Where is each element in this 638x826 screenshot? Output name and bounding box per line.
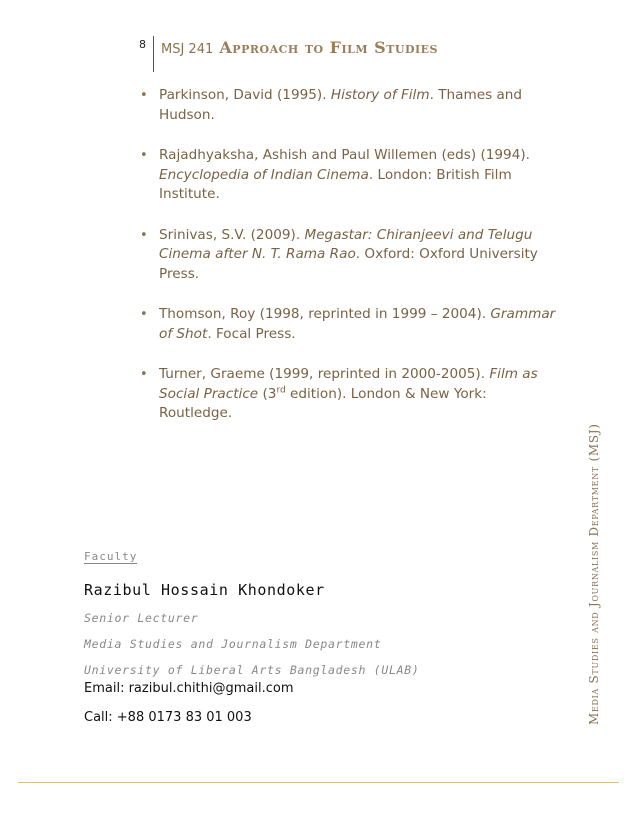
faculty-university: University of Liberal Arts Bangladesh (ULAB) — [84, 663, 420, 677]
reference-author: Rajadhyaksha, Ashish and Paul Willemen (eds) (1994). — [159, 147, 530, 163]
reference-author: Srinivas, S.V. (2009). — [159, 226, 305, 243]
reference-item — [140, 365, 560, 424]
reference-publisher: . London: British Film Institute. — [159, 166, 512, 202]
footer-divider — [18, 782, 619, 783]
header-divider — [153, 36, 154, 72]
page-header — [161, 38, 438, 57]
bullet-icon: • — [140, 227, 148, 243]
reference-item — [140, 146, 560, 205]
bullet-icon: • — [140, 148, 148, 163]
reference-title: Megastar: Chiranjeevi and Telugu Cinema after N. T. Rama Rao — [159, 226, 533, 262]
reference-edition-suffix: rd — [276, 384, 286, 395]
reference-publisher: . Thames and Hudson. — [159, 87, 523, 123]
reference-list — [140, 86, 560, 445]
bullet-icon: • — [140, 88, 148, 103]
faculty-name: Razibul Hossain Khondoker — [84, 581, 325, 599]
reference-title: History of Film — [330, 87, 430, 103]
bullet-icon: • — [140, 367, 148, 382]
contact-phone: Call: +88 0173 83 01 003 — [84, 710, 252, 725]
reference-item — [140, 305, 560, 344]
reference-author: Thomson, Roy (1998, reprinted in 1999 – 2004). — [159, 306, 491, 322]
reference-author: Parkinson, David (1995). — [159, 87, 331, 103]
reference-title: Film as Social Practice — [159, 366, 538, 402]
reference-title: Grammar of Shot — [159, 306, 556, 342]
reference-edition: (3 — [258, 385, 277, 402]
side-department-text: Media Studies and Journalism Department (MSJ) — [587, 423, 601, 725]
page-number: 8 — [139, 38, 146, 51]
reference-title: Encyclopedia of Indian Cinema — [159, 166, 369, 183]
faculty-department: Media Studies and Journalism Department — [84, 637, 382, 651]
bullet-icon: • — [140, 307, 148, 322]
faculty-role: Senior Lecturer — [84, 611, 199, 625]
reference-publisher: . Focal Press. — [207, 325, 296, 342]
reference-item — [140, 86, 560, 125]
course-title: Approach to Film Studies — [219, 38, 438, 57]
reference-publisher: . Oxford: Oxford University Press. — [159, 246, 538, 282]
faculty-label: Faculty — [84, 550, 138, 563]
reference-publisher: edition). London & New York: Routledge. — [159, 385, 487, 421]
reference-author: Turner, Graeme (1999, reprinted in 2000-2005). — [159, 366, 490, 382]
course-code: MSJ 241 — [161, 42, 214, 57]
contact-email[interactable]: Email: razibul.chithi@gmail.com — [84, 681, 294, 696]
reference-item — [140, 226, 560, 285]
faculty-block — [84, 545, 554, 677]
